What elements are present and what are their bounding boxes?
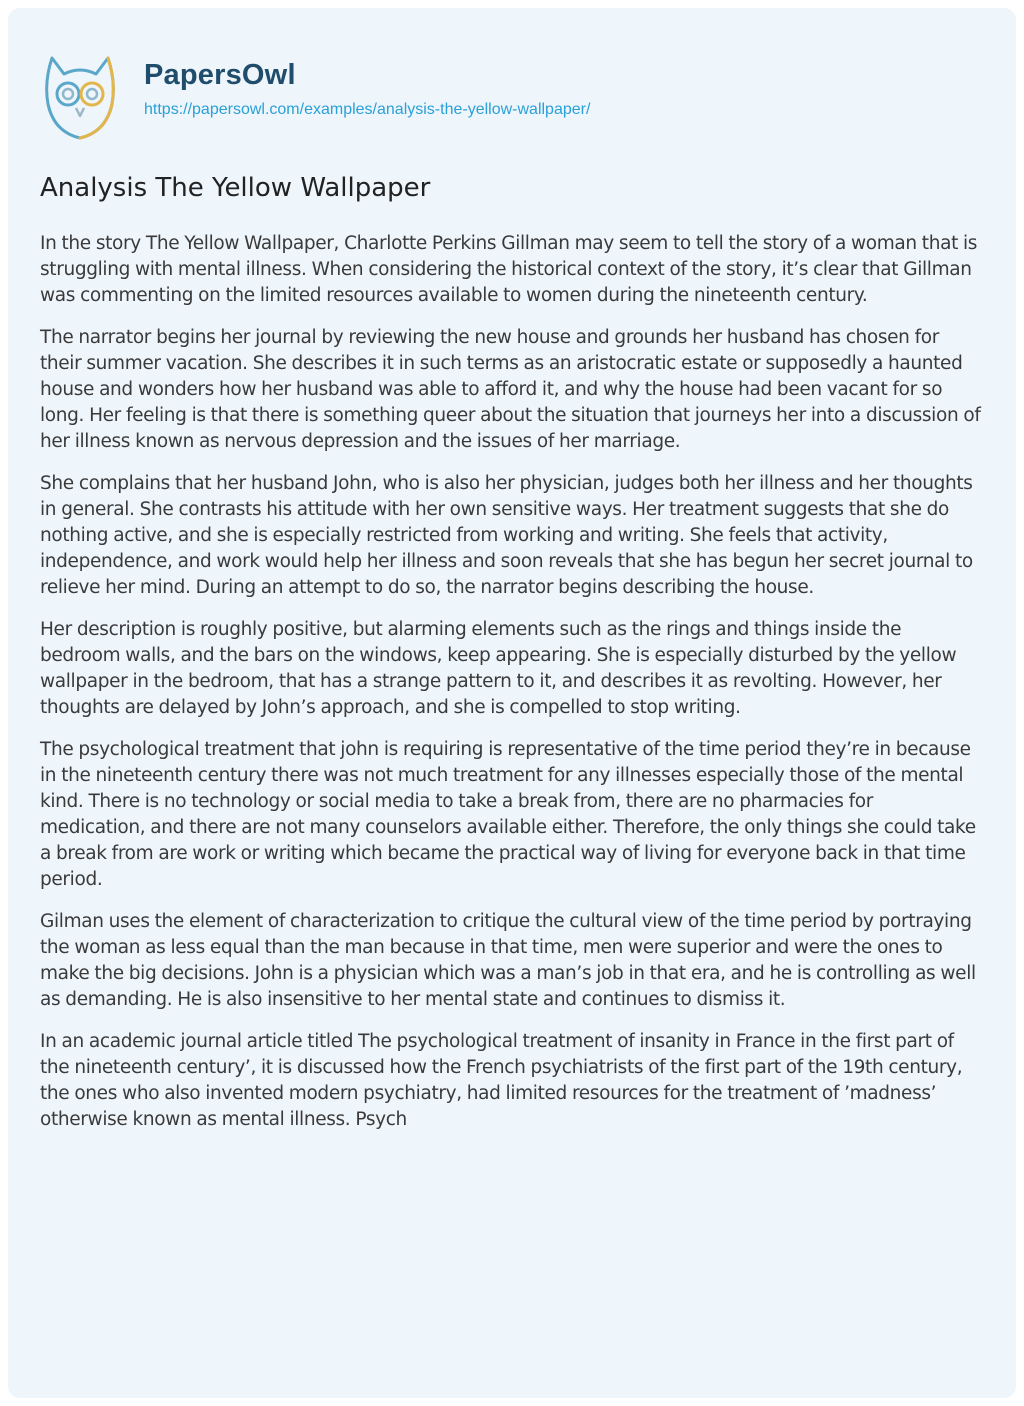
paragraph-2: The narrator begins her journal by reviewing the new house and grounds her husband has chosen for their summer vacation. She describes it in such terms as an aristocratic estate or supposedly a haunted house and wonders how her husband was able to afford it, and why the house had been vacant for so long. Her feeling is that there is something queer about the situation that journeys her into a discussion of her illness known as nervous depression and the issues of her marriage. [40,327,981,452]
page-title: Analysis The Yellow Wallpaper [40,173,431,203]
paragraph-1: In the story The Yellow Wallpaper, Charlotte Perkins Gillman may seem to tell the story of a woman that is struggling with mental illness. When considering the historical context of the story, it’s clear that Gillman was commenting on the limited resources available to women during the nineteenth century. [40,233,978,306]
brand-name[interactable]: PapersOwl [144,59,296,91]
site-header [40,52,940,142]
article-body [40,231,982,1149]
paragraph-3: She complains that her husband John, who is also her physician, judges both her illness and her thoughts in general. She contrasts his attitude with her own sensitive ways. Her treatment suggests that she do nothing active, and she is especially restricted from working and writing. She feels that activity, independence, and work would help her illness and soon reveals that she has begun her secret journal to relieve her mind. During an attempt to do so, the narrator begins describing the house. [40,473,973,598]
paragraph-4: Her description is roughly positive, but alarming elements such as the rings and things inside the bedroom walls, and the bars on the windows, keep appearing. She is especially disturbed by the yellow wallpaper in the bedroom, that has a strange pattern to it, and describes it as revolting. However, her thoughts are delayed by John’s approach, and she is compelled to stop writing. [40,619,957,718]
paragraph-6: Gilman uses the element of characterization to critique the cultural view of the time period by portraying the woman as less equal than the man because in that time, men were superior and were the ones to make the big decisions. John is a physician which was a man’s job in that era, and he is controlling as well as demanding. He is also insensitive to her mental state and continues to dismiss it. [40,911,976,1010]
source-url-link[interactable]: https://papersowl.com/examples/analysis-the-yellow-wallpaper/ [144,101,591,118]
paragraph-5: The psychological treatment that john is requiring is representative of the time period they’re in because in the nineteenth century there was not much treatment for any illnesses especially those of the mental kind. There is no technology or social media to take a break from, there are no pharmacies for medication, and there are not many counselors available either. Therefore, the only things she could take a break from are work or writing which became the practical way of living for everyone back in that time period. [40,739,976,890]
owl-logo-icon [40,52,120,142]
paragraph-7: In an academic journal article titled The psychological treatment of insanity in France in the first part of the nineteenth century’, it is discussed how the French psychiatrists of the first part of the 19th century, the ones who also invented modern psychiatry, had limited resources for the treatment of ’madness’ otherwise known as mental illness. Psych [40,1031,963,1130]
